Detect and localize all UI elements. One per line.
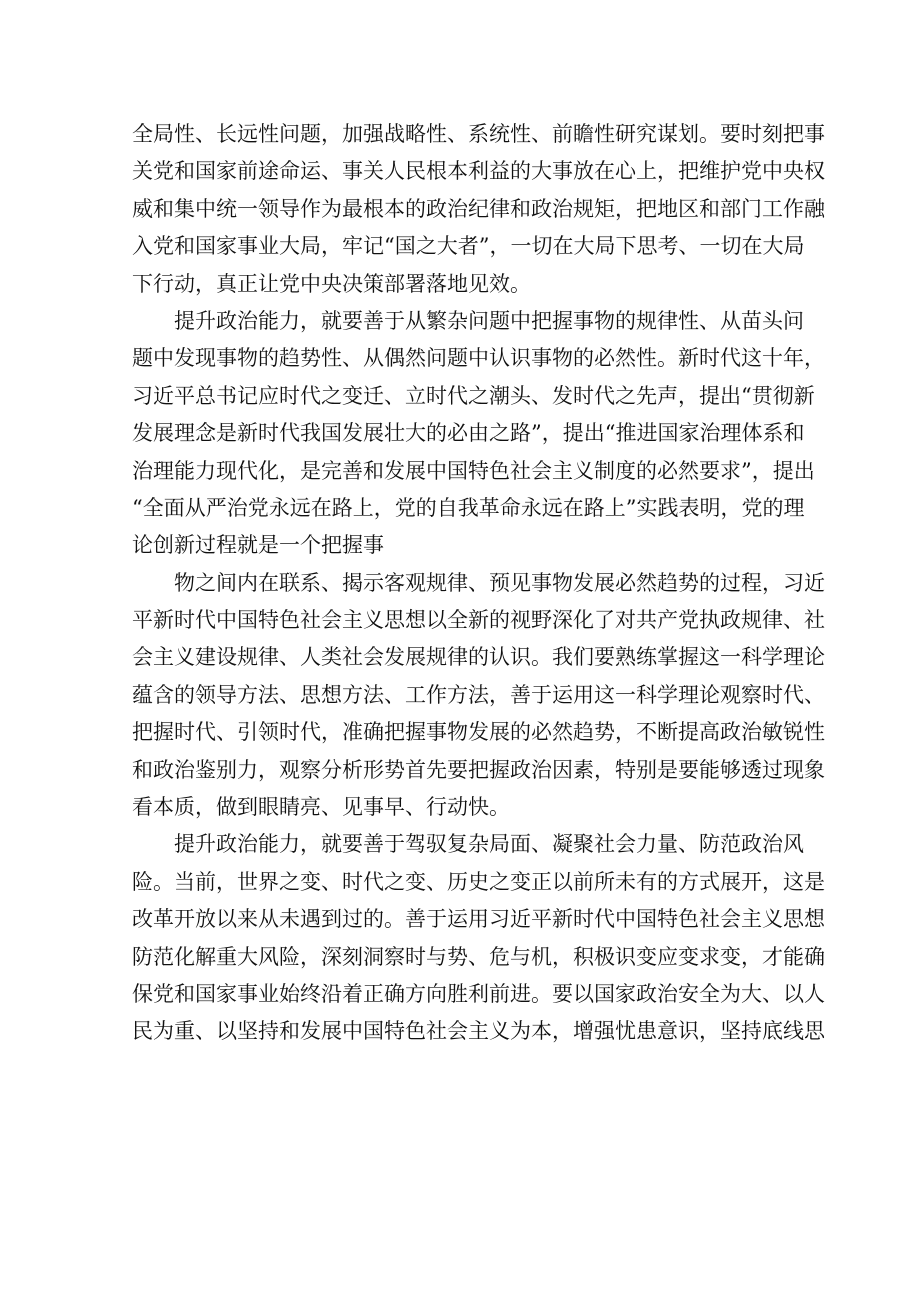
text-line: 看本质，做到眼睛亮、见事早、行动快。: [132, 795, 510, 820]
text-line: 物之间内在联系、揭示客观规律、预见事物发展必然趋势的过程，习近: [174, 570, 825, 595]
paragraph-1: [132, 116, 825, 303]
text-line: 改革开放以来从未遇到过的。善于运用习近平新时代中国特色社会主义思想: [132, 907, 825, 932]
text-line: 下行动，真正让党中央决策部署落地见效。: [132, 271, 531, 296]
text-line: 蕴含的领导方法、思想方法、工作方法，善于运用这一科学理论观察时代、: [132, 682, 825, 707]
text-line: 和政治鉴别力，观察分析形势首先要把握政治因素，特别是要能够透过现象: [132, 757, 825, 782]
text-line: 习近平总书记应时代之变迁、立时代之潮头、发时代之先声，提出“贯彻新: [132, 383, 815, 408]
text-line: 威和集中统一领导作为最根本的政治纪律和政治规矩，把地区和部门工作融: [132, 196, 825, 221]
document-body: [132, 116, 825, 1051]
text-line: 平新时代中国特色社会主义思想以全新的视野深化了对共产党执政规律、社: [132, 608, 825, 633]
text-line: 保党和国家事业始终沿着正确方向胜利前进。要以国家政治安全为大、以人: [132, 981, 825, 1006]
text-line: 题中发现事物的趋势性、从偶然问题中认识事物的必然性。新时代这十年，: [132, 346, 825, 371]
text-line: 入党和国家事业大局，牢记“国之大者”，一切在大局下思考、一切在大局: [132, 234, 805, 259]
text-line: “全面从严治党永远在路上，党的自我革命永远在路上”实践表明，党的理: [132, 495, 805, 520]
text-line: 发展理念是新时代我国发展壮大的必由之路”，提出“推进国家治理体系和: [132, 421, 805, 446]
text-line: 全局性、长远性问题，加强战略性、系统性、前瞻性研究谋划。要时刻把事: [132, 122, 825, 146]
text-line: 提升政治能力，就要善于驾驭复杂局面、凝聚社会力量、防范政治风: [174, 832, 804, 857]
text-line: 把握时代、引领时代，准确把握事物发展的必然趋势，不断提高政治敏锐性: [132, 720, 825, 745]
text-line: 民为重、以坚持和发展中国特色社会主义为本，增强忧患意识，坚持底线思: [132, 1019, 825, 1044]
text-line: 防范化解重大风险，深刻洞察时与势、危与机，积极识变应变求变，才能确: [132, 944, 825, 969]
text-line: 治理能力现代化，是完善和发展中国特色社会主义制度的必然要求”，提出: [132, 458, 815, 483]
paragraph-4: [132, 826, 825, 1050]
text-line: 论创新过程就是一个把握事: [132, 533, 384, 558]
text-line: 关党和国家前途命运、事关人民根本利益的大事放在心上，把维护党中央权: [132, 159, 825, 184]
text-line: 险。当前，世界之变、时代之变、历史之变正以前所未有的方式展开，这是: [132, 869, 825, 894]
text-line: 提升政治能力，就要善于从繁杂问题中把握事物的规律性、从苗头问: [174, 308, 804, 333]
text-line: 会主义建设规律、人类社会发展规律的认识。我们要熟练掌握这一科学理论: [132, 645, 825, 670]
paragraph-3: [132, 565, 825, 827]
paragraph-2: [132, 303, 825, 565]
